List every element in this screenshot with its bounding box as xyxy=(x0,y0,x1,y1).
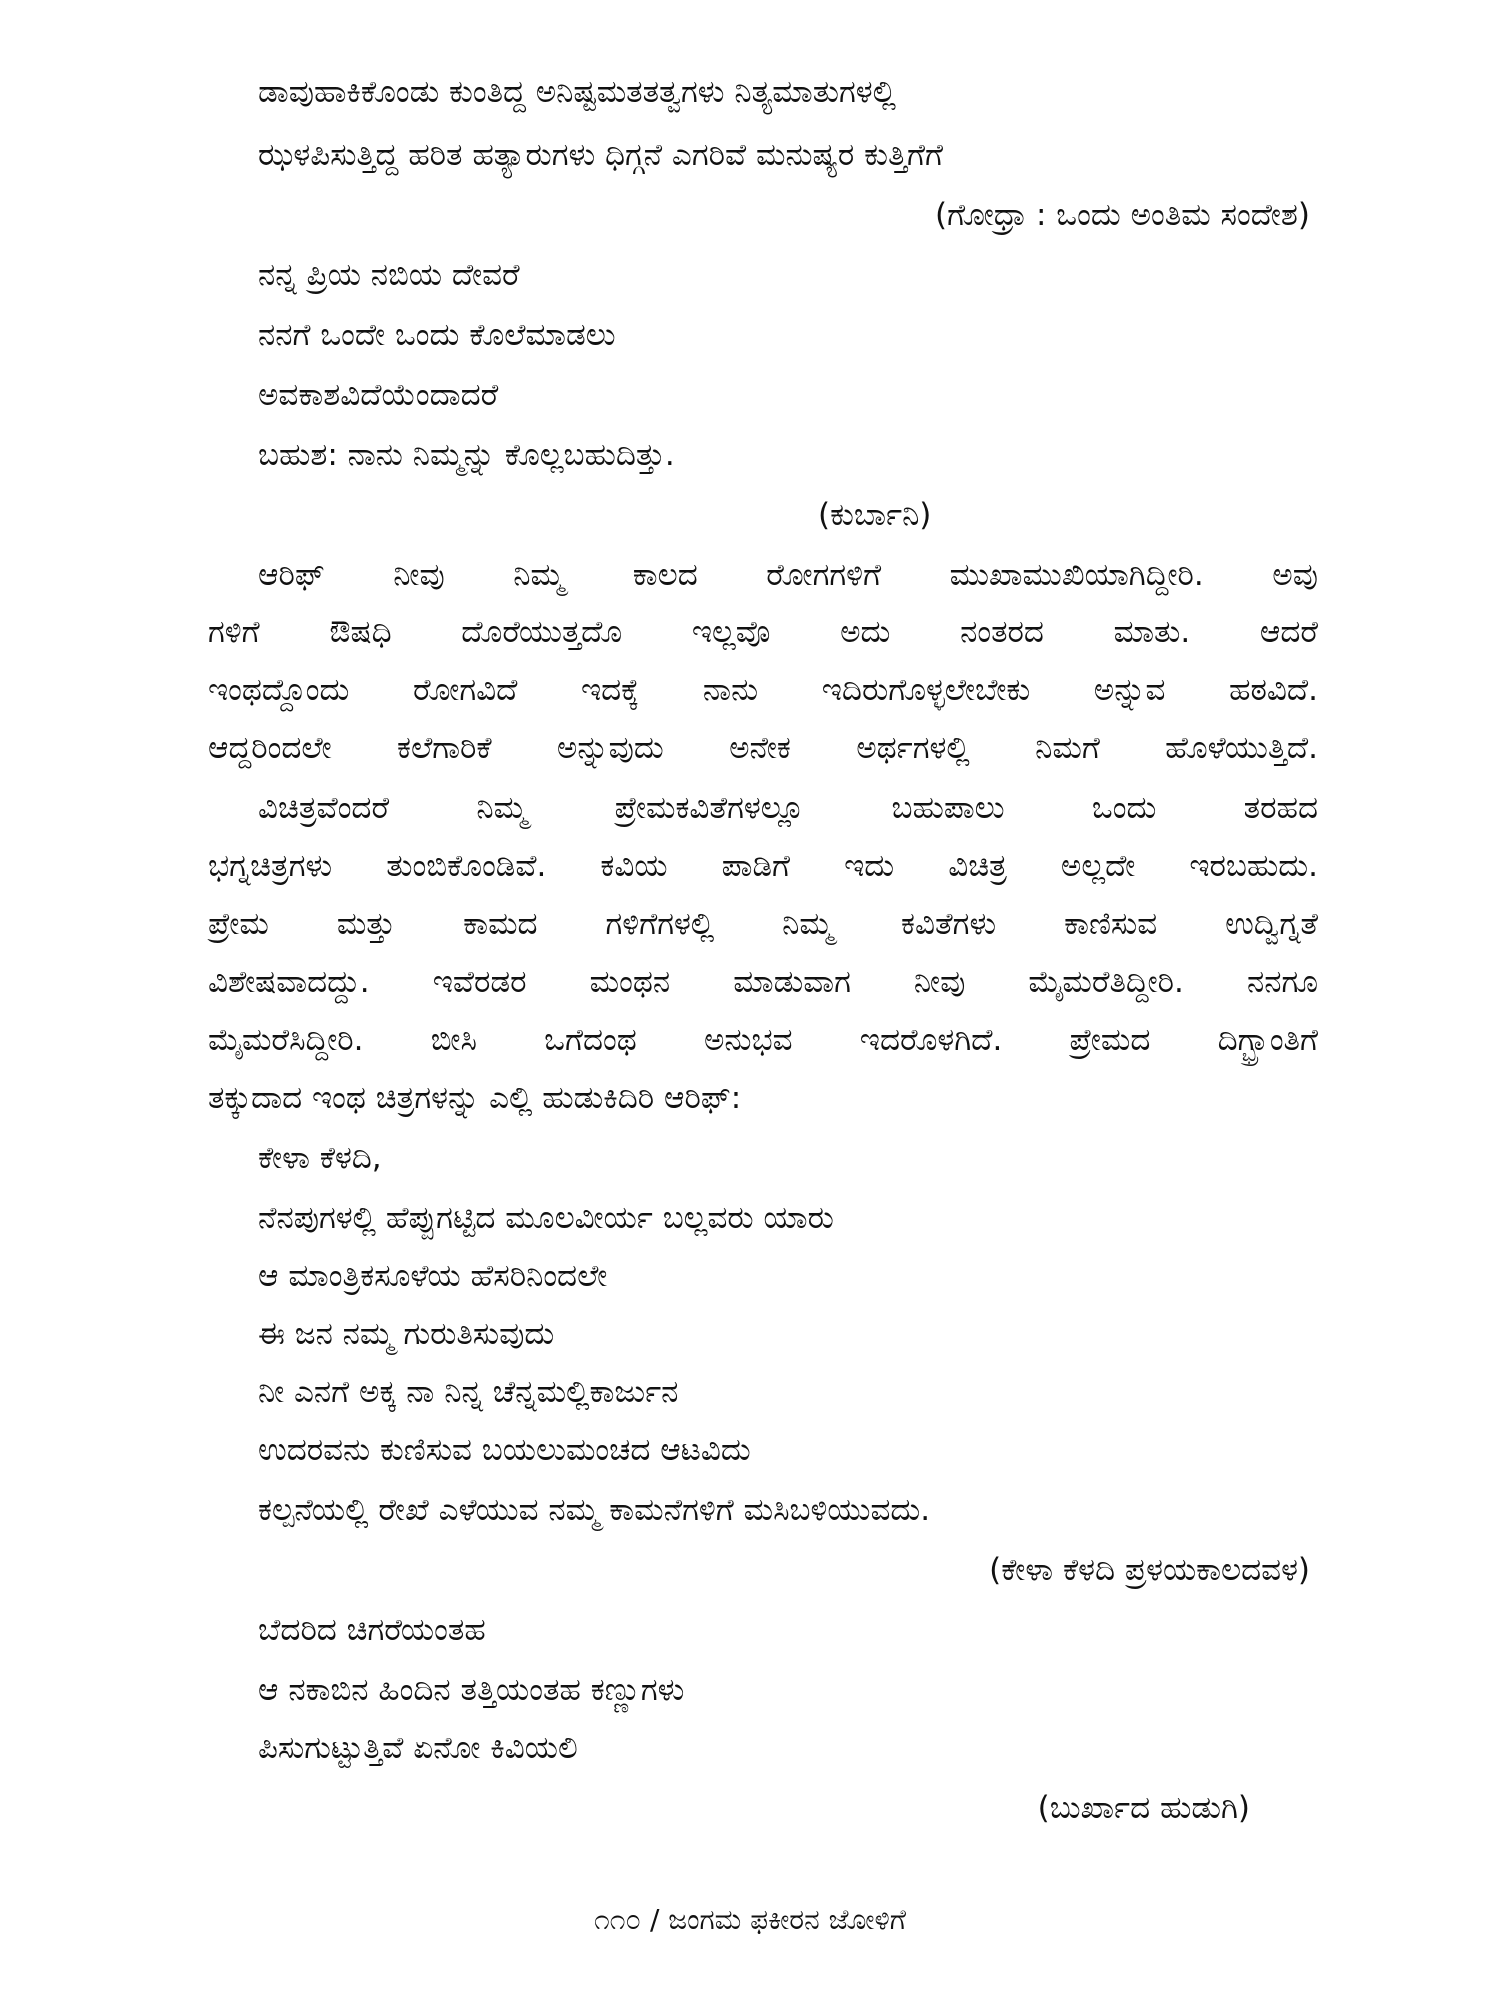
poem3-attribution: (ಕೇಳಾ ಕೆಳದಿ ಪ್ರಳಯಕಾಲದವಳ) xyxy=(989,1552,1310,1588)
para2-line-5: ಮೈಮರೆಸಿದ್ದೀರಿ. ಬೀಸಿ ಒಗೆದಂಥ ಅನುಭವ ಇದರೊಳಗಿದೆ. ಪ್ರೇಮದ ದಿಗ್ಭ್ರಾಂತಿಗೆ xyxy=(208,1022,1318,1058)
poem2-line-1: ನನ್ನ ಪ್ರಿಯ ನಬಿಯ ದೇವರೆ xyxy=(258,257,520,293)
poem3-line-4: ಈ ಜನ ನಮ್ಮ ಗುರುತಿಸುವುದು xyxy=(258,1316,555,1352)
para2-line-1: ವಿಚಿತ್ರವೆಂದರೆ ನಿಮ್ಮ ಪ್ರೇಮಕವಿತೆಗಳಲ್ಲೂ ಬಹುಪಾಲು ಒಂದು ತರಹದ xyxy=(258,790,1318,826)
poem2-line-3: ಅವಕಾಶವಿದೆಯೆಂದಾದರೆ xyxy=(258,377,499,413)
poem1-line-1: ಡಾವುಹಾಕಿಕೊಂಡು ಕುಂತಿದ್ದ ಅನಿಷ್ಟಮತತತ್ವಗಳು ನಿತ್ಯಮಾತುಗಳಲ್ಲಿ xyxy=(258,74,897,110)
poem2-line-2: ನನಗೆ ಒಂದೇ ಒಂದು ಕೊಲೆಮಾಡಲು xyxy=(258,317,616,353)
para2-line-4: ವಿಶೇಷವಾದದ್ದು. ಇವೆರಡರ ಮಂಥನ ಮಾಡುವಾಗ ನೀವು ಮೈಮರೆತಿದ್ದೀರಿ. ನನಗೂ xyxy=(208,964,1318,1000)
poem3-line-2: ನೆನಪುಗಳಲ್ಲಿ ಹೆಪ್ಪುಗಟ್ಟಿದ ಮೂಲವೀರ್ಯ ಬಲ್ಲವರು ಯಾರು xyxy=(258,1200,834,1236)
para1-line-1: ಆರಿಫ್ ನೀವು ನಿಮ್ಮ ಕಾಲದ ರೋಗಗಳಿಗೆ ಮುಖಾಮುಖಿಯಾಗಿದ್ದೀರಿ. ಅವು xyxy=(258,557,1318,593)
poem4-line-2: ಆ ನಕಾಬಿನ ಹಿಂದಿನ ತತ್ತಿಯಂತಹ ಕಣ್ಣುಗಳು xyxy=(258,1672,685,1708)
poem2-attribution: (ಕುರ್ಬಾನಿ) xyxy=(818,497,932,533)
poem3-line-3: ಆ ಮಾಂತ್ರಿಕಸೂಳೆಯ ಹೆಸರಿನಿಂದಲೇ xyxy=(258,1258,608,1294)
poem4-attribution: (ಬುರ್ಖಾದ ಹುಡುಗಿ) xyxy=(1037,1790,1250,1826)
poem3-line-7: ಕಲ್ಪನೆಯಲ್ಲಿ ರೇಖೆ ಎಳೆಯುವ ನಮ್ಮ ಕಾಮನೆಗಳಿಗೆ ಮಸಿಬಳಿಯುವದು. xyxy=(258,1492,931,1528)
poem1-line-2: ಝಳಪಿಸುತ್ತಿದ್ದ ಹರಿತ ಹತ್ಯಾರುಗಳು ಧಿಗ್ಗನೆ ಎಗರಿವೆ ಮನುಷ್ಯರ ಕುತ್ತಿಗೆಗೆ xyxy=(258,137,944,173)
page-footer: ೧೧೦ / ಜಂಗಮ ಫಕೀರನ ಜೋಳಿಗೆ xyxy=(594,1903,906,1936)
poem3-line-6: ಉದರವನು ಕುಣಿಸುವ ಬಯಲುಮಂಚದ ಆಟವಿದು xyxy=(258,1432,751,1468)
para2-line-2: ಭಗ್ನಚಿತ್ರಗಳು ತುಂಬಿಕೊಂಡಿವೆ. ಕವಿಯ ಪಾಡಿಗೆ ಇದು ವಿಚಿತ್ರ ಅಲ್ಲದೇ ಇರಬಹುದು. xyxy=(208,848,1318,884)
poem4-line-1: ಬೆದರಿದ ಚಿಗರೆಯಂತಹ xyxy=(258,1612,486,1648)
para1-line-3: ಇಂಥದ್ದೊಂದು ರೋಗವಿದೆ ಇದಕ್ಕೆ ನಾನು ಇದಿರುಗೊಳ್ಳಲೇಬೇಕು ಅನ್ನುವ ಹಠವಿದೆ. xyxy=(208,672,1318,708)
para2-line-3: ಪ್ರೇಮ ಮತ್ತು ಕಾಮದ ಗಳಿಗೆಗಳಲ್ಲಿ ನಿಮ್ಮ ಕವಿತೆಗಳು ಕಾಣಿಸುವ ಉದ್ವಿಗ್ನತೆ xyxy=(208,906,1318,942)
poem3-line-1: ಕೇಳಾ ಕೆಳದಿ, xyxy=(258,1140,382,1176)
poem3-line-5: ನೀ ಎನಗೆ ಅಕ್ಕ ನಾ ನಿನ್ನ ಚೆನ್ನಮಲ್ಲಿಕಾರ್ಜುನ xyxy=(258,1374,679,1410)
poem1-attribution: (ಗೋಧ್ರಾ : ಒಂದು ಅಂತಿಮ ಸಂದೇಶ) xyxy=(935,197,1310,233)
para2-line-6: ತಕ್ಕುದಾದ ಇಂಥ ಚಿತ್ರಗಳನ್ನು ಎಲ್ಲಿ ಹುಡುಕಿದಿರಿ ಆರಿಫ್: xyxy=(208,1080,742,1116)
para1-line-4: ಆದ್ದರಿಂದಲೇ ಕಲೆಗಾರಿಕೆ ಅನ್ನುವುದು ಅನೇಕ ಅರ್ಥಗಳಲ್ಲಿ ನಿಮಗೆ ಹೊಳೆಯುತ್ತಿದೆ. xyxy=(208,730,1318,766)
poem2-line-4: ಬಹುಶ: ನಾನು ನಿಮ್ಮನ್ನು ಕೊಲ್ಲಬಹುದಿತ್ತು. xyxy=(258,437,675,473)
poem4-line-3: ಪಿಸುಗುಟ್ಟುತ್ತಿವೆ ಏನೋ ಕಿವಿಯಲಿ xyxy=(258,1730,578,1766)
para1-line-2: ಗಳಿಗೆ ಔಷಧಿ ದೊರೆಯುತ್ತದೊ ಇಲ್ಲವೊ ಅದು ನಂತರದ ಮಾತು. ಆದರೆ xyxy=(208,614,1318,650)
